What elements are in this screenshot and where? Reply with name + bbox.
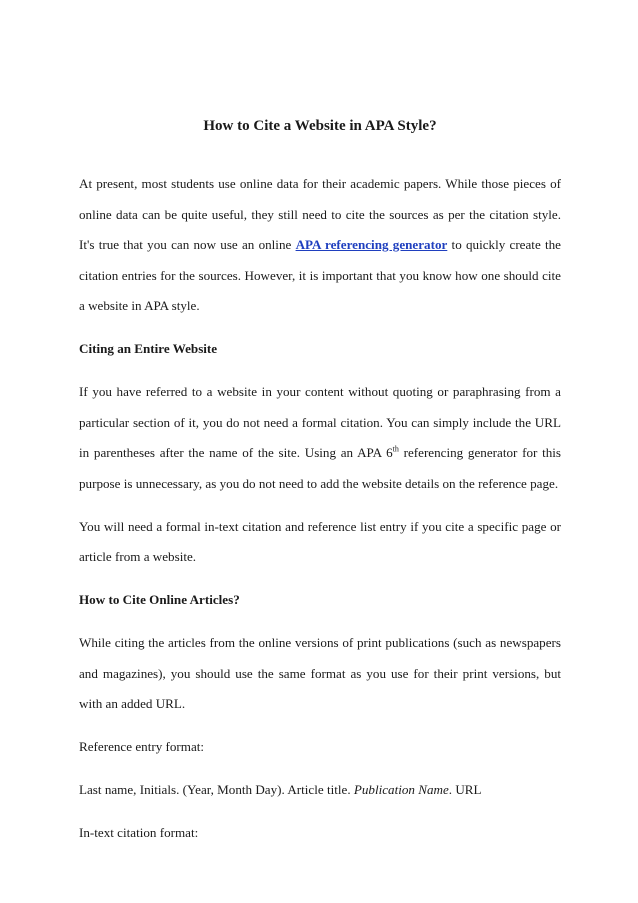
intro-text-start: At present, most students use online data for their academic papers. While those pieces of online data can be quite useful, they still need to cite the sources as per the citation style. It's true that you can now use an online [79, 176, 561, 252]
reference-entry-format-label: Reference entry format: [79, 739, 205, 754]
publication-name-italic: Publication Name [353, 782, 449, 797]
reference-entry-format-example [79, 775, 561, 806]
intro-text-end: to quickly create the citation entries for the sources. However, it is important that you know how one should cite a website in APA style. [79, 237, 561, 313]
specific-page-paragraph: You will need a formal in-text citation and reference list entry if you cite a specific page or article from a website. [79, 518, 561, 564]
online-articles-paragraph: While citing the articles from the online versions of print publications (such as newspapers and magazines), you should use the same format as you use for their print versions, but with an added URL. [79, 635, 561, 711]
entire-website-text-start: If you have referred to a website in your content without quoting or paraphrasing from a particular section of it, you do not need a formal citation. You can simply include the URL in parentheses after the name of the site. Using an APA 6 [79, 384, 561, 460]
document-page [79, 116, 561, 861]
intro-paragraph [79, 169, 561, 322]
in-text-citation-format-label: In-text citation format: [79, 825, 199, 840]
apa-referencing-generator-link[interactable]: APA referencing generator [295, 237, 448, 252]
entire-website-paragraph [79, 377, 561, 499]
section-heading-entire-website: Citing an Entire Website [79, 341, 218, 356]
superscript-th: th [392, 444, 399, 454]
entire-website-text-end: referencing generator for this purpose is unnecessary, as you do not need to add the website details on the reference page. [79, 445, 561, 491]
reference-format-text-start: Last name, Initials. (Year, Month Day). Article title. [79, 782, 354, 797]
document-title: How to Cite a Website in APA Style? [203, 118, 437, 134]
section-heading-online-articles: How to Cite Online Articles? [79, 592, 240, 607]
reference-format-text-end: . URL [448, 782, 482, 797]
